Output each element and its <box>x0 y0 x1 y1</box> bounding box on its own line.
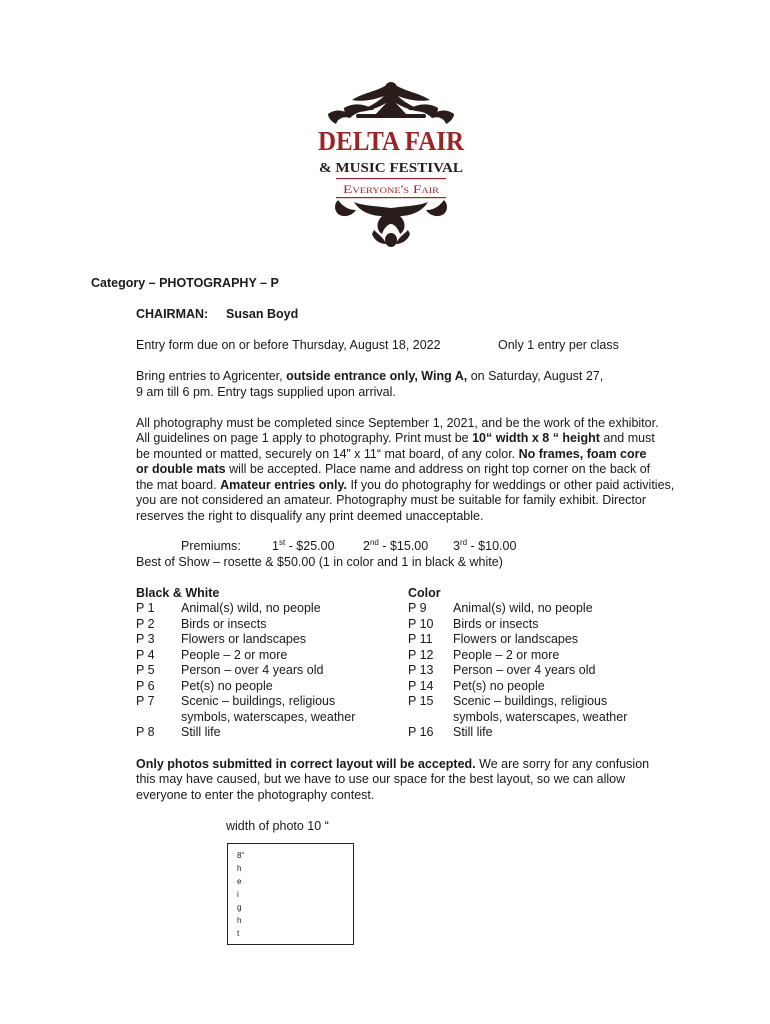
class-code: P 14 <box>408 678 434 693</box>
class-code: P 4 <box>136 647 155 662</box>
rules-line-6: you are not considered an amateur. Photography must be suitable for family exhibit. Director <box>136 493 646 507</box>
premium-first-amount: - $25.00 <box>285 539 335 553</box>
class-desc: symbols, waterscapes, weather <box>181 709 356 724</box>
premium-first-ordinal: 1 <box>272 539 279 553</box>
height-label-char: t <box>237 929 240 938</box>
premium-second-ordinal: 2 <box>363 539 370 553</box>
layout-note-line-3: everyone to enter the photography contest. <box>136 787 375 802</box>
rules-line-4 <box>136 462 650 478</box>
class-desc: Person – over 4 years old <box>181 663 324 677</box>
premium-third <box>453 539 516 555</box>
entry-due-text: Entry form due on or before Thursday, August 18, 2022 <box>136 338 441 352</box>
class-desc: Pet(s) no people <box>453 678 545 693</box>
height-label-char: h <box>237 916 242 925</box>
class-code: P 15 <box>408 694 434 708</box>
class-desc: Flowers or landscapes <box>181 632 307 646</box>
class-desc: Flowers or landscapes <box>453 632 579 646</box>
delta-fair-logo <box>314 78 468 250</box>
rules-text: and must <box>599 431 655 445</box>
category-title: Category – PHOTOGRAPHY – P <box>91 276 279 290</box>
class-desc: Birds or insects <box>453 616 539 631</box>
logo-tagline: Everyone's Fair <box>343 182 440 196</box>
rules-text: the mat board. <box>136 477 221 492</box>
layout-note-bold: Only photos submitted in correct layout will be accepted. <box>136 756 476 771</box>
class-desc: Pet(s) no people <box>181 678 273 693</box>
best-of-show-text: Best of Show – rosette & $50.00 (1 in color and 1 in black & white) <box>136 555 503 569</box>
height-label-char: h <box>237 864 242 873</box>
premiums-label: Premiums: <box>181 539 241 553</box>
rules-text: be mounted or matted, securely on 14” x 11“ mat board, of any color. <box>136 446 519 461</box>
class-desc: Birds or insects <box>181 616 267 631</box>
logo-title: DELTA FAIR <box>318 126 465 156</box>
rules-text: will be accepted. Place name and address on right top corner on the back of <box>225 462 651 476</box>
bring-entries-line-2: 9 am till 6 pm. Entry tags supplied upon arrival. <box>136 384 396 399</box>
class-desc: Scenic – buildings, religious <box>453 694 608 708</box>
premium-first <box>272 539 335 555</box>
amateur-only-text: Amateur entries only. <box>220 477 347 492</box>
class-desc: Scenic – buildings, religious <box>181 694 336 708</box>
color-heading: Color <box>408 586 441 600</box>
class-desc: Animal(s) wild, no people <box>181 601 321 615</box>
layout-note-text: We are sorry for any confusion <box>475 756 650 771</box>
class-code: P 2 <box>136 616 155 631</box>
class-code: P 8 <box>136 725 155 739</box>
rules-line-3 <box>136 447 646 463</box>
logo-subtitle: & MUSIC FESTIVAL <box>319 161 463 176</box>
premium-second <box>363 539 428 555</box>
premium-third-ordinal: 3 <box>453 539 460 553</box>
class-code: P 13 <box>408 663 434 677</box>
rules-text: All guidelines on page 1 apply to photography. Print must be <box>136 431 473 445</box>
class-code: P 11 <box>408 632 433 646</box>
class-desc: People – 2 or more <box>181 647 288 662</box>
rules-text: If you do photography for weddings or other paid activities, <box>346 477 675 492</box>
entry-limit-text: Only 1 entry per class <box>498 338 619 352</box>
bring-text-a: Bring entries to Agricenter, <box>136 369 287 383</box>
bring-text-c: on Saturday, August 27, <box>467 369 604 383</box>
premium-third-amount: - $10.00 <box>467 539 517 553</box>
double-mats-text: or double mats <box>136 462 226 476</box>
print-size-text: 10“ width x 8 “ height <box>472 431 600 445</box>
class-code: P 12 <box>408 647 434 662</box>
class-code: P 6 <box>136 678 155 693</box>
photo-width-label: width of photo 10 “ <box>226 818 329 833</box>
class-desc: People – 2 or more <box>453 647 560 662</box>
class-desc: Animal(s) wild, no people <box>453 601 593 615</box>
class-desc: symbols, waterscapes, weather <box>453 709 628 724</box>
bring-entries-line <box>136 369 603 385</box>
premium-second-amount: - $15.00 <box>378 539 429 553</box>
layout-note-line-2: this may have caused, but we have to use our space for the best layout, so we can allow <box>136 772 626 786</box>
bring-text-bold: outside entrance only, Wing A, <box>286 369 468 383</box>
photo-layout-box <box>227 843 354 945</box>
rules-line-1: All photography must be completed since September 1, 2021, and be the work of the exhibitor. <box>136 415 659 430</box>
no-frames-text: No frames, foam core <box>518 446 647 461</box>
rules-line-5 <box>136 478 674 494</box>
premium-third-suffix: rd <box>459 537 468 547</box>
rules-line-2 <box>136 431 655 447</box>
class-desc: Still life <box>181 725 221 739</box>
class-code: P 10 <box>408 616 434 631</box>
class-code: P 1 <box>136 601 155 615</box>
class-code: P 9 <box>408 601 427 615</box>
height-label-char: i <box>237 890 239 899</box>
class-desc: Still life <box>453 725 493 739</box>
class-code: P 3 <box>136 632 155 646</box>
layout-note-line-1 <box>136 757 649 773</box>
height-label-char: e <box>237 877 242 886</box>
height-label-char: g <box>237 903 242 912</box>
class-code: P 7 <box>136 694 155 708</box>
premium-second-suffix: nd <box>369 537 379 547</box>
class-code: P 16 <box>408 725 434 739</box>
rules-line-7: reserves the right to disqualify any print deemed unacceptable. <box>136 508 484 523</box>
premium-first-suffix: st <box>278 537 286 547</box>
bw-heading: Black & White <box>136 586 220 600</box>
chairman-label: CHAIRMAN: <box>136 307 209 321</box>
height-label-char: 8“ <box>237 851 245 860</box>
class-code: P 5 <box>136 663 155 677</box>
chairman-name: Susan Boyd <box>226 307 299 321</box>
logo-emblem <box>314 78 468 250</box>
class-desc: Person – over 4 years old <box>453 663 596 677</box>
